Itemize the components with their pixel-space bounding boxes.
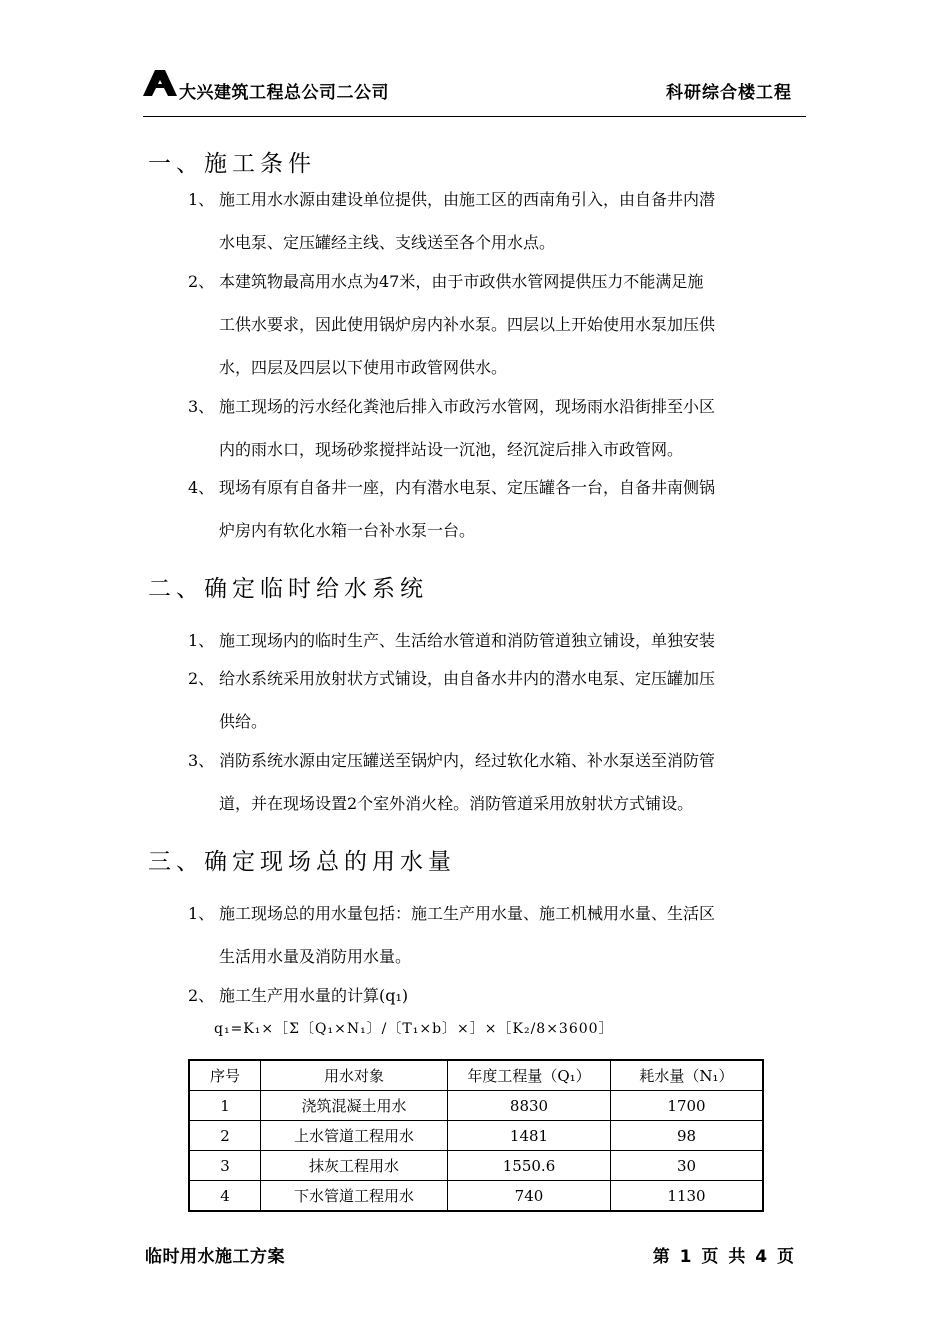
table-cell: 8830 bbox=[448, 1091, 611, 1121]
header-divider bbox=[143, 116, 806, 117]
company-name: 大兴建筑工程总公司二公司 bbox=[179, 83, 389, 103]
item-line: 内的雨水口，现场砂浆搅拌站设一沉池，经沉淀后排入市政管网。 bbox=[219, 440, 684, 459]
item-line: 施工现场的污水经化粪池后排入市政污水管网，现场雨水沿街排至小区 bbox=[219, 397, 716, 416]
list-item bbox=[188, 892, 818, 978]
list-item bbox=[188, 657, 818, 743]
water-usage-table bbox=[188, 1059, 764, 1212]
table-cell: 上水管道工程用水 bbox=[261, 1121, 448, 1151]
item-number: 1、 bbox=[188, 190, 215, 209]
table-cell: 1 bbox=[189, 1091, 261, 1121]
list-item bbox=[188, 739, 818, 825]
item-line: 供给。 bbox=[219, 712, 268, 731]
table-header-row bbox=[189, 1060, 763, 1091]
item-line: 水电泵、定压罐经主线、支线送至各个用水点。 bbox=[219, 233, 556, 252]
item-line: 水，四层及四层以下使用市政管网供水。 bbox=[219, 358, 508, 377]
item-line: 现场有原有自备井一座，内有潜水电泵、定压罐各一台，自备井南侧锅 bbox=[219, 478, 716, 497]
table-cell: 浇筑混凝土用水 bbox=[261, 1091, 448, 1121]
table-cell: 2 bbox=[189, 1121, 261, 1151]
item-number: 2、 bbox=[188, 669, 215, 688]
item-number: 2、 bbox=[188, 272, 215, 291]
list-item bbox=[188, 178, 818, 264]
list-item bbox=[188, 619, 818, 662]
section-title-1: 一、施工条件 bbox=[148, 151, 316, 177]
section-title-3: 三、确定现场总的用水量 bbox=[148, 849, 456, 875]
list-item bbox=[188, 974, 818, 1017]
table-header-cell: 序号 bbox=[189, 1060, 261, 1091]
item-line: 施工生产用水量的计算(q₁) bbox=[219, 986, 409, 1005]
table-header-cell: 用水对象 bbox=[261, 1060, 448, 1091]
item-line: 炉房内有软化水箱一台补水泵一台。 bbox=[219, 521, 476, 540]
water-usage-formula: q₁=K₁×［Σ〔Q₁×N₁〕/〔T₁×b〕×］×［K₂/8×3600］ bbox=[214, 1021, 614, 1037]
table-cell: 98 bbox=[611, 1121, 764, 1151]
table-row bbox=[189, 1091, 763, 1121]
company-logo-icon bbox=[143, 70, 177, 96]
item-line: 消防系统水源由定压罐送至锅炉内，经过软化水箱、补水泵送至消防管 bbox=[219, 751, 716, 770]
item-line: 道，并在现场设置2个室外消火栓。消防管道采用放射状方式铺设。 bbox=[219, 794, 694, 813]
table-cell: 1550.6 bbox=[448, 1151, 611, 1181]
item-line: 施工用水水源由建设单位提供，由施工区的西南角引入，由自备井内潜 bbox=[219, 190, 716, 209]
page-header bbox=[143, 68, 806, 118]
item-number: 4、 bbox=[188, 478, 215, 497]
item-line: 工供水要求，因此使用锅炉房内补水泵。四层以上开始使用水泵加压供 bbox=[219, 315, 716, 334]
item-line: 施工现场内的临时生产、生活给水管道和消防管道独立铺设，单独安装 bbox=[219, 631, 716, 650]
list-item bbox=[188, 466, 818, 552]
table-row bbox=[189, 1151, 763, 1181]
item-number: 3、 bbox=[188, 397, 215, 416]
item-number: 3、 bbox=[188, 751, 215, 770]
table-cell: 740 bbox=[448, 1181, 611, 1212]
item-line: 施工现场总的用水量包括：施工生产用水量、施工机械用水量、生活区 bbox=[219, 904, 716, 923]
item-number: 2、 bbox=[188, 986, 215, 1005]
item-number: 1、 bbox=[188, 904, 215, 923]
footer-document-title: 临时用水施工方案 bbox=[145, 1247, 285, 1267]
table-cell: 1481 bbox=[448, 1121, 611, 1151]
item-number: 1、 bbox=[188, 631, 215, 650]
table-cell: 抹灰工程用水 bbox=[261, 1151, 448, 1181]
table-row bbox=[189, 1181, 763, 1212]
footer-page-number: 第 1 页 共 4 页 bbox=[652, 1247, 794, 1267]
item-line: 本建筑物最高用水点为47米，由于市政供水管网提供压力不能满足施 bbox=[219, 272, 704, 291]
section-title-2: 二、确定临时给水系统 bbox=[148, 576, 428, 602]
table-cell: 1130 bbox=[611, 1181, 764, 1212]
table-cell: 下水管道工程用水 bbox=[261, 1181, 448, 1212]
list-item bbox=[188, 260, 818, 389]
project-name: 科研综合楼工程 bbox=[666, 83, 792, 103]
table-row bbox=[189, 1121, 763, 1151]
table-cell: 4 bbox=[189, 1181, 261, 1212]
table-header-cell: 年度工程量（Q₁） bbox=[448, 1060, 611, 1091]
table-cell: 1700 bbox=[611, 1091, 764, 1121]
item-line: 生活用水量及消防用水量。 bbox=[219, 947, 412, 966]
table-cell: 30 bbox=[611, 1151, 764, 1181]
table-cell: 3 bbox=[189, 1151, 261, 1181]
list-item bbox=[188, 385, 818, 471]
table-header-cell: 耗水量（N₁） bbox=[611, 1060, 764, 1091]
item-line: 给水系统采用放射状方式铺设，由自备水井内的潜水电泵、定压罐加压 bbox=[219, 669, 716, 688]
